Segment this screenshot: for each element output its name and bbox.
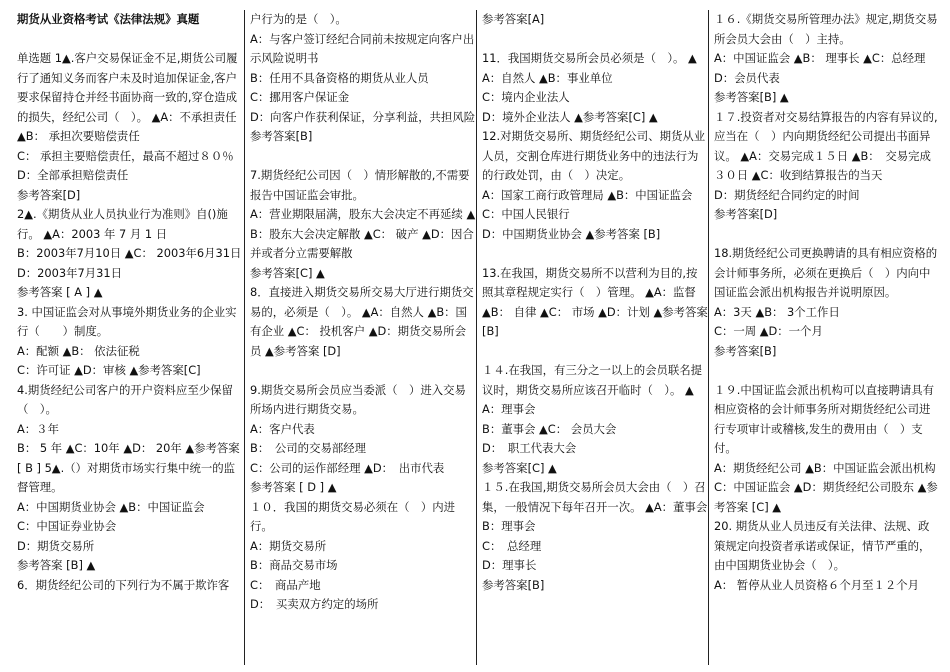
column-2-line: B：任用不具备资格的期货从业人员	[250, 70, 429, 85]
column-2-line: C：挪用客户保证金	[250, 90, 350, 104]
column-4-line: C：中国证监会 ▲D：期货经纪公司股东 ▲参考答案 [C] ▲	[714, 480, 938, 514]
column-3-line: 11．我国期货交易所会员必须是（ ）。 ▲A：自然人 ▲B：事业单位	[482, 51, 697, 85]
column-4-line: 参考答案[B]	[714, 343, 777, 358]
column-2-line	[250, 147, 476, 167]
column-4-line: １７.投资者对交易结算报告的内容有异议的,应当在（ ）内向期货经纪公司提出书面异议。 ▲A：交易完成１５日 ▲B： 交易完成３０日 ▲C：收到结算报告的当天	[714, 109, 938, 182]
column-1-line: 参考答案[D]	[17, 187, 81, 202]
column-3	[476, 10, 708, 665]
column-3-line: D：中国期货业协会 ▲参考答案 [B]	[482, 226, 661, 241]
column-2-line: D：向客户作获利保证，分享利益，共担风险	[250, 109, 476, 124]
column-4-line: 参考答案[D]	[714, 207, 778, 221]
column-2-line: 8．直接进入期货交易所交易大厅进行期货交易的，必须是（ ）。 ▲A：自然人 ▲B：国有企业 ▲C： 投机客户 ▲D：期货交易所会员 ▲参考答案 [D]	[250, 285, 474, 358]
column-3-line	[482, 30, 708, 50]
column-2-line: D： 买卖双方约定的场所	[250, 597, 379, 611]
column-3-line: １４.在我国，有三分之一以上的会员联名提议时，期货交易所应该召开临时（ ）。 ▲A：理事会	[482, 363, 703, 416]
column-3-line: A：国家工商行政管理局 ▲B：中国证监会	[482, 187, 693, 202]
column-2-line: B：商品交易市场	[250, 558, 338, 572]
column-4-line: １６.《期货交易所管理办法》规定,期货交易所会员大会由（ ）主持。	[714, 12, 938, 46]
column-1-line: 单选题 1▲.客户交易保证金不足,期货公司履行了通知义务而客户未及时追加保证金,客户要求保留持仓并经书面协商一致的,穿仓造成的损失，经纪公司（ ）。 ▲A：不承担责任 ▲B： 承担次要赔偿责任	[17, 51, 241, 143]
column-4-line: 参考答案[B] ▲	[714, 90, 789, 104]
column-2-line: C：公司的运作部经理 ▲D： 出市代表	[250, 460, 445, 475]
column-2-line	[250, 361, 476, 381]
column-4-line: D：会员代表	[714, 70, 780, 85]
column-1-line: A：配额 ▲B： 依法征税	[17, 343, 140, 358]
column-2-line: B： 公司的交易部经理	[250, 441, 367, 455]
column-3-line: 参考答案[B]	[482, 577, 545, 592]
column-2-line: A：营业期限届满，股东大会决定不再延续 ▲B：股东大会决定解散 ▲C： 破产 ▲D：因合并或者分立需要解散	[250, 207, 476, 260]
column-1-line: 2▲.《期货从业人员执业行为准则》自()施行。 ▲A：2003 年 7 月 1 日	[17, 207, 228, 241]
column-2-line: 参考答案[C] ▲	[250, 265, 325, 280]
column-1-line: C：中国证券业协会	[17, 519, 117, 533]
column-2-line: A：客户代表	[250, 421, 315, 436]
column-2-line: 参考答案[B]	[250, 129, 313, 143]
column-1-line	[17, 30, 244, 50]
column-2-line: A：与客户签订经纪合同前未按规定向客户出示风险说明书	[250, 31, 475, 65]
column-3-line: B：董事会 ▲C： 会员大会	[482, 421, 617, 436]
column-4-line	[714, 361, 940, 381]
column-3-line: C： 总经理	[482, 538, 542, 553]
column-3-line: １５.在我国,期货交易所会员大会由（ ）召集，一般情况下每年召开一次。 ▲A：董事会	[482, 480, 708, 514]
column-3-line: 参考答案[A]	[482, 12, 545, 26]
column-1-line: C： 承担主要赔偿责任，最高不超过８０％	[17, 148, 234, 163]
column-4-line: 18.期货经纪公司更换聘请的具有相应资格的会计师事务所，必须在更换后（ ）内向中国证监会派出机构报告并说明原因。	[714, 246, 938, 299]
column-2-line: 参考答案 [ D ] ▲	[250, 480, 337, 494]
column-4-line: A：3天 ▲B： 3个工作日	[714, 304, 840, 319]
column-1-line: C：许可证 ▲D：审核 ▲参考答案[C]	[17, 363, 201, 377]
column-1-line: 参考答案 [B] ▲	[17, 558, 96, 572]
column-1-line: A：３年	[17, 421, 59, 436]
column-4-line: A： 暂停从业人员资格６个月至１２个月	[714, 577, 920, 592]
column-2-line: 7.期货经纪公司因（ ）情形解散的,不需要报告中国证监会审批。	[250, 168, 470, 202]
column-1-line: 3. 中国证监会对从事境外期货业务的企业实行（ ）制度。	[17, 304, 237, 338]
column-3-line: C：境内企业法人	[482, 90, 570, 104]
column-1	[12, 10, 244, 665]
column-3-line: 13.在我国，期货交易所不以营利为目的,按照其章程规定实行（ ）管理。 ▲A：监督 ▲B： 自律 ▲C： 市场 ▲D：计划 ▲参考答案[B]	[482, 265, 708, 338]
column-1-line: D：2003年7月31日	[17, 265, 123, 280]
column-4-line: １９.中国证监会派出机构可以直接聘请具有相应资格的会计师事务所对期货经纪公司进行专项审计或稽核,发生的费用由（ ）支付。	[714, 382, 935, 455]
column-1-line: B： 5 年 ▲C：10年 ▲D： 20年 ▲参考答案 [ B ] 5▲.（）对期货市场实行集中统一的监督管理。	[17, 441, 244, 494]
column-4	[708, 10, 940, 665]
column-1-line: A：中国期货业协会 ▲B：中国证监会	[17, 499, 205, 514]
column-3-line: D：境外企业法人 ▲参考答案[C] ▲	[482, 109, 658, 124]
column-4-line: D：期货经纪合同约定的时间	[714, 187, 860, 202]
column-1-line: D：期货交易所	[17, 538, 95, 553]
column-2	[244, 10, 476, 665]
column-3-line: B：理事会	[482, 519, 536, 533]
column-2-line: C： 商品产地	[250, 577, 321, 592]
column-2-line: A：期货交易所	[250, 538, 327, 553]
column-3-line	[482, 244, 708, 264]
column-1-line: D：全部承担赔偿责任	[17, 168, 129, 182]
column-1-line: 4.期货经纪公司客户的开户资料应至少保留（ ）。	[17, 382, 233, 416]
column-3-line: 12.对期货交易所、期货经纪公司、期货从业人员，交割仓库进行期货业务中的违法行为的行政处罚，由（ ）决定。	[482, 129, 706, 182]
column-4-line: A：期货经纪公司 ▲B：中国证监会派出机构	[714, 460, 936, 475]
column-3-line: D：理事长	[482, 558, 537, 572]
column-2-line: １０．我国的期货交易必须在（ ）内进行。	[250, 499, 456, 533]
column-1-line: 参考答案 [ A ] ▲	[17, 285, 103, 299]
column-1-line: 6．期货经纪公司的下列行为不属于欺诈客	[17, 577, 230, 592]
column-4-line: C：一周 ▲D：一个月	[714, 324, 823, 338]
column-2-line: 户行为的是（ ）。	[250, 12, 347, 26]
column-3-line: 参考答案[C] ▲	[482, 460, 557, 475]
column-1-line: B：2003年7月10日 ▲C： 2003年6月31日	[17, 246, 242, 260]
column-4-line	[714, 225, 940, 245]
column-3-line: C：中国人民银行	[482, 207, 570, 221]
column-4-line: 20. 期货从业人员违反有关法律、法规、政策规定向投资者承诺或保证，情节严重的，由中国期货业协会（ ）。	[714, 519, 931, 572]
column-3-line: D： 职工代表大会	[482, 441, 577, 455]
column-4-line: A：中国证监会 ▲B： 理事长 ▲C：总经理	[714, 51, 926, 65]
document-title: 期货从业资格考试《法律法规》真题	[17, 12, 200, 26]
column-3-line	[482, 342, 708, 362]
column-2-line: 9.期货交易所会员应当委派（ ）进入交易所场内进行期货交易。	[250, 382, 466, 416]
